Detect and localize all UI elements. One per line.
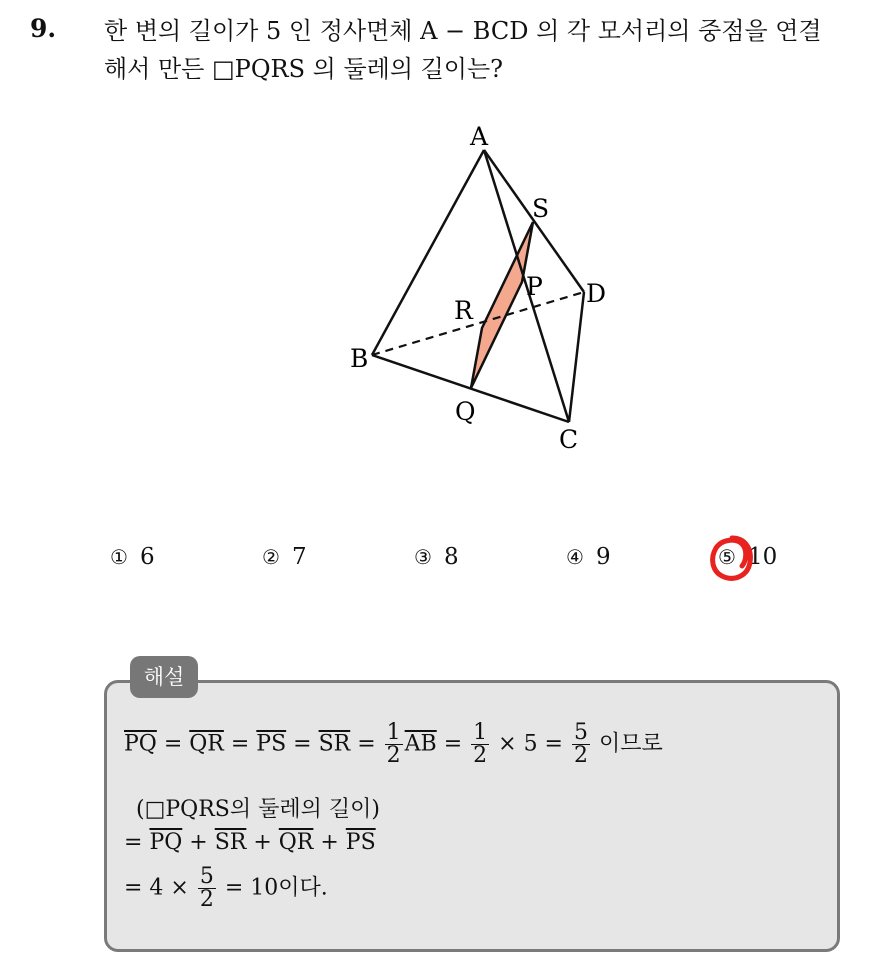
choice-4-mark: ④ <box>566 545 584 569</box>
choice-4[interactable] <box>566 544 611 570</box>
sum-pq: $\overline{PQ}$ <box>149 830 183 855</box>
choice-3-mark: ③ <box>414 545 432 569</box>
line-4-post: = 10이다. <box>224 875 328 901</box>
question-line-2: 해서 만든 □PQRS 의 둘레의 길이는? <box>104 55 504 83</box>
sum-ps: $\overline{PS}$ <box>345 830 376 855</box>
solution-line-1: $\overline{PQ} = \overline{QR} = \overline{PS} = \overline{SR}$ = $\frac{1}{2}$ $\overline{AB}$ = $\frac{1}{2}$ × 5 = $\frac{5}{2}$ 이므로 <box>124 720 663 768</box>
solution-line-3: = $\overline{PQ} + \overline{SR} + \overline{QR} + \overline{PS}$ <box>124 830 376 855</box>
fraction-half: $\frac{1}{2}$ <box>386 720 401 768</box>
choice-1[interactable] <box>110 544 155 570</box>
label-s: S <box>532 194 550 223</box>
label-a: A <box>470 122 489 151</box>
seg-pq: $\overline{PQ}$ <box>124 731 157 757</box>
choice-2-mark: ② <box>262 545 280 569</box>
solution-line-1-tail: 이므로 <box>599 731 663 757</box>
question-number: 9. <box>30 14 57 43</box>
seg-ab: $\overline{AB}$ <box>404 731 437 757</box>
edge-cd <box>569 292 584 422</box>
question-line-1: 한 변의 길이가 5 인 정사면체 A − BCD 의 각 모서리의 중점을 연결 <box>104 17 822 45</box>
label-b: B <box>350 344 369 373</box>
choice-1-mark: ① <box>110 545 128 569</box>
fraction-five-halves-2: $\frac{5}{2}$ <box>199 864 214 912</box>
seg-sr: $\overline{SR}$ <box>318 731 351 757</box>
sum-sr: $\overline{SR}$ <box>214 830 247 855</box>
label-r: R <box>454 296 473 325</box>
label-d: D <box>586 279 607 308</box>
choice-3[interactable] <box>414 544 459 570</box>
line-4-pre: = 4 × <box>124 875 189 901</box>
seg-qr: $\overline{QR}$ <box>189 731 224 757</box>
sum-qr: $\overline{QR}$ <box>278 830 314 855</box>
label-c: C <box>559 425 579 454</box>
choice-5-mark: ⑤ <box>718 545 736 569</box>
seg-ps: $\overline{PS}$ <box>256 731 287 757</box>
label-p: P <box>526 272 543 301</box>
choice-2[interactable] <box>262 544 307 570</box>
choice-5-value: 10 <box>747 544 778 570</box>
choice-3-value: 8 <box>443 544 459 570</box>
solution-line-4 <box>124 866 328 911</box>
fraction-half-2: $\frac{1}{2}$ <box>473 720 488 768</box>
fraction-five-halves: $\frac{5}{2}$ <box>574 720 588 768</box>
choice-2-value: 7 <box>291 544 307 570</box>
solution-tag: 해설 <box>130 656 198 698</box>
solution-line-2: (□PQRS의 둘레의 길이) <box>136 797 380 822</box>
times-five: × 5 = <box>498 731 563 757</box>
label-q: Q <box>455 397 476 426</box>
quadrilateral-pqrs <box>471 222 533 388</box>
choice-4-value: 9 <box>595 544 611 570</box>
answer-circle-icon <box>706 530 756 586</box>
choice-1-value: 6 <box>139 544 155 570</box>
